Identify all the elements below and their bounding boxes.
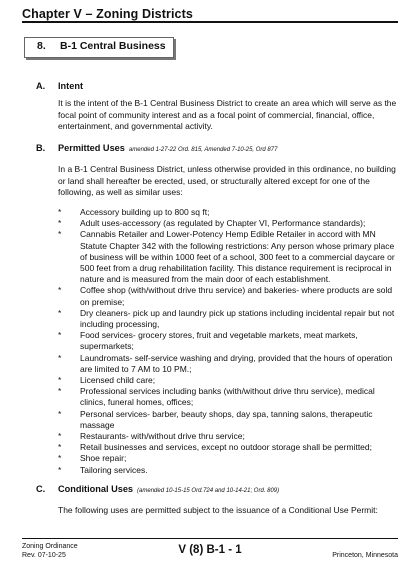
chapter-divider (22, 21, 398, 23)
footer-divider (22, 538, 398, 539)
list-item (58, 207, 402, 218)
bullet-asterisk: * (58, 375, 62, 386)
bullet-asterisk: * (58, 442, 62, 453)
list-item (58, 386, 402, 408)
conditional-amendment-note: (amended 10-15-15 Ord.724 and 10-14-21; Ord. 809) (137, 488, 280, 494)
section-title: B-1 Central Business (60, 40, 166, 52)
permitted-uses-list (58, 207, 402, 476)
list-item (58, 218, 402, 229)
use-text: Tailoring services. (80, 464, 148, 475)
bullet-asterisk: * (58, 464, 62, 475)
intent-letter: A. (36, 81, 46, 91)
bullet-asterisk: * (58, 431, 62, 442)
conditional-intro: The following uses are permitted subject to the issuance of a Conditional Use Permit: (58, 505, 378, 515)
use-text: Laundromats- self-service washing and drying, provided that the hours of operation are limited to 7 AM to 10 PM.; (80, 352, 393, 374)
footer-city: Princeton, Minnesota (332, 552, 398, 559)
page-number: V (8) B-1 - 1 (178, 544, 242, 556)
use-text: Personal services- barber, beauty shops, day spa, tanning salons, therapeutic massage (80, 408, 373, 430)
conditional-heading: Conditional Uses (58, 484, 134, 494)
bullet-asterisk: * (58, 453, 62, 464)
list-item (58, 308, 402, 330)
intent-heading: Intent (58, 81, 84, 91)
list-item (58, 353, 402, 375)
bullet-asterisk: * (58, 330, 62, 341)
use-text: Food services- grocery stores, fruit and vegetable markets, meat markets, supermarkets; (80, 330, 358, 352)
use-text: Restaurants- with/without drive thru service; (80, 431, 245, 442)
conditional-heading-row (58, 484, 279, 494)
use-text: Adult uses-accessory (as regulated by Chapter VI, Performance standards); (80, 218, 366, 229)
permitted-amendment-note: amended 1-27-22 Ord. 815, Amended 7-10-25, Ord 877 (128, 147, 278, 153)
footer-ordinance-label: Zoning Ordinance (22, 543, 78, 550)
use-text: Dry cleaners- pick up and laundry pick up stations including incidental repair but not including processing, (80, 307, 395, 330)
list-item (58, 375, 402, 386)
chapter-title: Chapter V – Zoning Districts (22, 7, 193, 21)
intent-text: It is the intent of the B-1 Central Business District to create an area which will serve as the focal point of community interest and as a focal point of commercial, financial, office, entertainment, and governmental activity. (58, 98, 397, 132)
section-heading-box (24, 37, 174, 58)
list-item (58, 431, 402, 442)
bullet-asterisk: * (58, 386, 62, 397)
list-item (58, 453, 402, 464)
use-text: Licensed child care; (80, 375, 156, 386)
bullet-asterisk: * (58, 285, 62, 296)
list-item (58, 330, 402, 352)
use-text: Coffee shop (with/without drive thru service) and bakeries- where products are sold on premise; (80, 285, 393, 307)
list-item (58, 465, 402, 476)
list-item (58, 229, 402, 285)
use-text: Retail businesses and services, except no outdoor storage shall be permitted; (80, 442, 372, 453)
list-item (58, 285, 402, 307)
footer-revision: Rev. 07-10-25 (22, 552, 66, 559)
use-text: Accessory building up to 800 sq ft; (80, 207, 210, 217)
bullet-asterisk: * (58, 352, 62, 363)
bullet-asterisk: * (58, 229, 62, 240)
bullet-asterisk: * (58, 307, 62, 318)
bullet-asterisk: * (58, 218, 62, 229)
permitted-heading-row (58, 143, 277, 153)
use-text: Cannabis Retailer and Lower-Potency Hemp Edible Retailer in accord with MN Statute Chapter 342 with the following restrictions: Any person whose primary place of business will be within 1000 feet of a school, 300 feet to a commercial daycare or 500 feet from a drug rehabilitation facility. This distance requirement is reciprocal in nature and is measured from the main door of each establishment. (80, 229, 395, 285)
conditional-letter: C. (36, 484, 46, 494)
bullet-asterisk: * (58, 408, 62, 419)
list-item (58, 409, 402, 431)
use-text: Shoe repair; (80, 453, 127, 464)
use-text: Professional services including banks (with/without drive thru service), medical clinics, funeral homes, offices; (80, 386, 375, 408)
permitted-letter: B. (36, 143, 46, 153)
permitted-heading: Permitted Uses (58, 143, 125, 153)
permitted-intro: In a B-1 Central Business District, unless otherwise provided in this ordinance, no building or land shall hereafter be erected, used, or structurally altered except for one of the following, as well as similar uses: (58, 164, 396, 198)
section-number: 8. (37, 40, 46, 52)
bullet-asterisk: * (58, 207, 62, 217)
list-item (58, 442, 402, 453)
